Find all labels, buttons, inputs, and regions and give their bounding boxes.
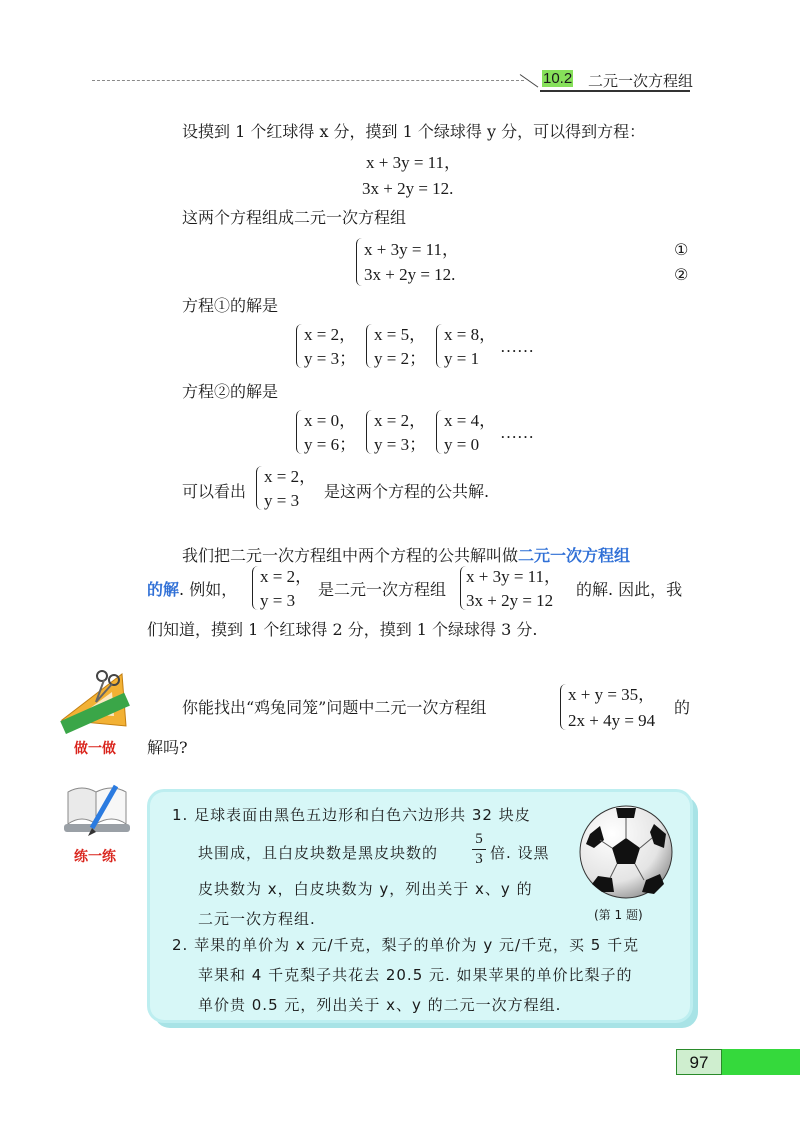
equation-1: x + 3y = 11， xyxy=(366,153,462,172)
system-eq-1: x + 3y = 11， xyxy=(364,240,460,259)
brace xyxy=(296,324,303,368)
section-number: 10.2 xyxy=(543,70,573,87)
solution-y: y = 3； xyxy=(304,349,357,368)
equation-2: 3x + 2y = 12. xyxy=(362,179,454,198)
system-brace xyxy=(356,238,363,286)
do-it-text: 你能找出“鸡兔同笼”问题中二元一次方程组 xyxy=(182,698,487,717)
figure-caption: (第 1 题) xyxy=(594,908,643,922)
marker-2: ② xyxy=(674,265,689,284)
system-intro: 这两个方程组成二元一次方程组 xyxy=(182,208,407,227)
ellipsis: …… xyxy=(500,337,534,356)
ellipsis: …… xyxy=(500,423,534,442)
solution-x: x = 2， xyxy=(304,325,357,344)
system-eq-2: 3x + 2y = 12. xyxy=(364,265,456,284)
brace xyxy=(296,410,303,454)
brace xyxy=(560,684,567,730)
exercise-2-line1: 2. 苹果的单价为 x 元/千克，梨子的单价为 y 元/千克，买 5 千克 xyxy=(172,936,640,954)
solution-x: x = 4， xyxy=(444,411,497,430)
common-prefix: 可以看出 xyxy=(182,482,247,501)
solution-y: y = 6； xyxy=(304,435,357,454)
brace xyxy=(436,324,443,368)
exercise-1-line1: 1. 足球表面由黑色五边形和白色六边形共 32 块皮 xyxy=(172,806,531,824)
brace xyxy=(366,324,373,368)
definition-line2a: 的解. 例如， xyxy=(147,580,238,599)
page-number: 97 xyxy=(689,1053,709,1072)
brace xyxy=(256,466,263,510)
notebook-pencil-icon xyxy=(62,784,138,840)
exercise-2-line3: 单价贵 0.5 元，列出关于 x、y 的二元一次方程组. xyxy=(198,996,562,1014)
definition-line1: 我们把二元一次方程组中两个方程的公共解叫做二元一次方程组 xyxy=(182,546,631,565)
exercise-1-line2b: 倍. 设黑 xyxy=(490,844,550,862)
example-x: x = 2， xyxy=(260,567,313,586)
common-y: y = 3 xyxy=(264,491,300,510)
solution-y: y = 2； xyxy=(374,349,427,368)
ruler-scissors-icon xyxy=(56,666,136,734)
marker-1: ① xyxy=(674,240,689,259)
fraction: 5 3 xyxy=(472,832,486,867)
example-eq-1: x + 3y = 11， xyxy=(466,567,562,586)
do-it-eq-1: x + y = 35， xyxy=(568,685,656,704)
example-eq-2: 3x + 2y = 12 xyxy=(466,591,554,610)
solution-y: y = 1 xyxy=(444,349,480,368)
solution-x: x = 5， xyxy=(374,325,427,344)
solution-x: x = 0， xyxy=(304,411,357,430)
definition-line3: 们知道，摸到 1 个红球得 2 分，摸到 1 个绿球得 3 分. xyxy=(147,620,538,639)
definition-term: 的解 xyxy=(147,580,180,599)
solution-x: x = 2， xyxy=(374,411,427,430)
do-it-line2: 解吗? xyxy=(147,738,188,757)
do-it-eq-2: 2x + 4y = 94 xyxy=(568,711,656,730)
solution-y: y = 0 xyxy=(444,435,480,454)
exercise-1-line2a: 块围成，且白皮块数是黑皮块数的 xyxy=(198,844,439,862)
brace xyxy=(252,566,259,610)
intro-line: 设摸到 1 个红球得 x 分，摸到 1 个绿球得 y 分，可以得到方程： xyxy=(182,122,646,141)
practice-label: 练一练 xyxy=(74,849,116,865)
definition-line2b: 是二元一次方程组 xyxy=(318,580,447,599)
solutions2-label: 方程②的解是 xyxy=(182,382,279,401)
exercise-1-line4: 二元一次方程组. xyxy=(198,910,316,928)
solution-x: x = 8， xyxy=(444,325,497,344)
common-suffix: 是这两个方程的公共解. xyxy=(324,482,490,501)
header-dashed-line xyxy=(92,80,524,81)
exercise-1-line3: 皮块数为 x，白皮块数为 y，列出关于 x、y 的 xyxy=(198,880,533,898)
brace xyxy=(436,410,443,454)
common-x: x = 2， xyxy=(264,467,317,486)
do-it-suffix: 的 xyxy=(674,698,691,717)
solutions1-label: 方程①的解是 xyxy=(182,296,279,315)
do-it-label: 做一做 xyxy=(74,741,116,757)
solution-y: y = 3； xyxy=(374,435,427,454)
definition-line2c: 的解. 因此，我 xyxy=(576,580,683,599)
section-title: 二元一次方程组 xyxy=(588,72,694,90)
definition-term: 二元一次方程组 xyxy=(518,546,631,565)
example-y: y = 3 xyxy=(260,591,296,610)
brace xyxy=(366,410,373,454)
soccer-ball-image xyxy=(576,804,676,900)
exercise-2-line2: 苹果和 4 千克梨子共花去 20.5 元. 如果苹果的单价比梨子的 xyxy=(198,966,633,984)
